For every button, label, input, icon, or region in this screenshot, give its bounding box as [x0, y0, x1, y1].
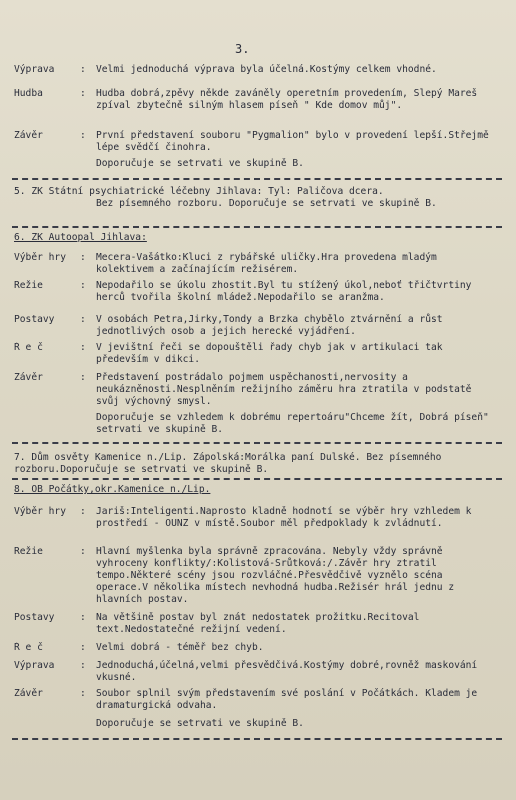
colon: :: [80, 314, 86, 325]
row-label: Výběr hry: [14, 506, 66, 517]
colon: :: [80, 342, 86, 353]
colon: :: [80, 612, 86, 623]
row-label: Postavy: [14, 314, 55, 325]
row-label: Závěr: [14, 372, 43, 383]
section-divider: [12, 738, 502, 740]
section-heading: 7. Dům osvěty Kamenice n./Lip. Zápolská:Morálka paní Dulské. Bez písemného rozboru.Doporučuje se setrvati ve skupině B.: [14, 452, 442, 475]
colon: :: [80, 642, 86, 653]
row-text: Nepodařilo se úkolu zhostit.Byl tu stížený úkol,neboť třičtvrtiny herců tvořila školní mládež.Nepodařilo se aranžma.: [96, 280, 472, 303]
row-text: Soubor splnil svým představením své poslání v Počátkách. Kladem je dramaturgická odvaha.: [96, 688, 478, 711]
recommendation-text: Doporučuje se vzhledem k dobrému repertoáru"Chceme žít, Dobrá píseň" setrvati ve skupině B.: [96, 412, 489, 435]
colon: :: [80, 88, 86, 99]
colon: :: [80, 688, 86, 699]
row-label: Režie: [14, 546, 43, 557]
row-text: Hudba dobrá,zpěvy někde zaváněly operetním provedením, Slepý Mareš zpíval zbytečně silným hlasem píseň " Kde domov můj".: [96, 88, 478, 111]
section-divider: [12, 226, 502, 228]
row-text: Mecera-Vašátko:Kluci z rybářské uličky.Hra provedena mladým kolektivem a začínajícím režisérem.: [96, 252, 437, 275]
colon: :: [80, 372, 86, 383]
row-label: Výprava: [14, 660, 55, 671]
row-label: Ř e č: [14, 342, 43, 353]
section-heading: 6. ZK Autoopal Jihlava:: [14, 232, 147, 243]
colon: :: [80, 280, 86, 291]
row-text: V jevištní řeči se dopouštěli řady chyb jak v artikulaci tak především v dikci.: [96, 342, 443, 365]
row-label: Postavy: [14, 612, 55, 623]
colon: :: [80, 660, 86, 671]
colon: :: [80, 506, 86, 517]
row-text: Představení postrádalo pojmem uspěchanosti,nervosity a neukázněnosti.Nesplněním režijního záměru hra ztratila v podstatě svůj výchovný smysl.: [96, 372, 472, 407]
section-divider: [12, 478, 502, 480]
section-divider: [12, 178, 502, 180]
page-number: 3.: [235, 42, 250, 56]
row-text: Velmi dobrá - téměř bez chyb.: [96, 642, 264, 653]
row-text: Velmi jednoduchá výprava byla účelná.Kostýmy celkem vhodné.: [96, 64, 437, 75]
recommendation-text: Doporučuje se setrvati ve skupině B.: [96, 718, 304, 729]
recommendation-text: Doporučuje se setrvati ve skupině B.: [96, 158, 304, 169]
row-text: V osobách Petra,Jirky,Tondy a Brzka chybělo ztvárnění a růst jednotlivých osob a jejich herecké vyjádření.: [96, 314, 443, 337]
colon: :: [80, 546, 86, 557]
section-text: Bez písemného rozboru. Doporučuje se setrvati ve skupině B.: [96, 198, 437, 209]
row-text: První představení souboru "Pygmalion" bylo v provedení lepší.Střejmě lépe svědčí činohra.: [96, 130, 489, 153]
row-label: Výprava: [14, 64, 55, 75]
row-text: Hlavní myšlenka byla správně zpracována. Nebyly vždy správně vyhroceny konflikty/:Kolistová-Srůtková:/.Závěr hry ztratil tempo.Některé scény jsou rozvláčné.Přesvědčivě vyznělo scéna operace.V několika místech nevhodná hudba.Režisér hrál jednu z hlavních postav.: [96, 546, 455, 605]
section-divider: [12, 442, 502, 444]
colon: :: [80, 64, 86, 75]
row-label: Hudba: [14, 88, 43, 99]
row-text: Jariš:Inteligenti.Naprosto kladně hodnotí se výběr hry vzhledem k prostředí - OUNZ v místě.Soubor měl předpoklady k zvládnutí.: [96, 506, 472, 529]
colon: :: [80, 130, 86, 141]
row-label: Závěr: [14, 688, 43, 699]
row-label: Ř e č: [14, 642, 43, 653]
row-label: Režie: [14, 280, 43, 291]
row-label: Výběr hry: [14, 252, 66, 263]
section-heading: 8. OB Počátky,okr.Kamenice n./Lip.: [14, 484, 211, 495]
colon: :: [80, 252, 86, 263]
row-label: Závěr: [14, 130, 43, 141]
row-text: Jednoduchá,účelná,velmi přesvědčivá.Kostýmy dobré,rovněž maskování vkusné.: [96, 660, 478, 683]
section-heading: 5. ZK Státní psychiatrické léčebny Jihlava: Tyl: Paličova dcera.: [14, 186, 384, 197]
row-text: Na většině postav byl znát nedostatek prožitku.Recitoval text.Nedostatečné režijní vedení.: [96, 612, 420, 635]
